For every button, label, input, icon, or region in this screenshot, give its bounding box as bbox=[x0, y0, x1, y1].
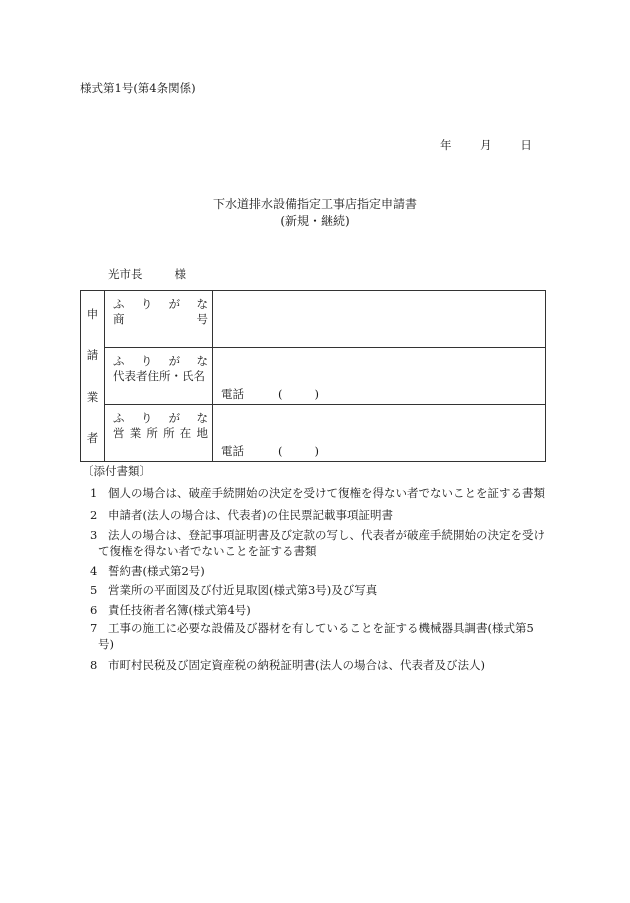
label-char: 所 bbox=[163, 426, 175, 440]
attachment-text: 責任技術者名簿(様式第4号) bbox=[108, 603, 251, 617]
business-name-field[interactable] bbox=[213, 291, 546, 348]
furigana-char: ふ bbox=[113, 354, 125, 368]
attachment-item bbox=[90, 581, 377, 599]
attachment-item bbox=[90, 506, 393, 524]
attachment-number: 4 bbox=[90, 564, 98, 578]
furigana-label bbox=[113, 411, 208, 426]
attachment-text: 申請者(法人の場合は、代表者)の住民票記載事項証明書 bbox=[108, 508, 393, 522]
attachment-continuation: 号) bbox=[98, 637, 114, 651]
attachment-text: 誓約書(様式第2号) bbox=[108, 564, 205, 578]
attachment-number: 1 bbox=[90, 486, 98, 500]
side-char: 者 bbox=[86, 431, 99, 446]
furigana-char: が bbox=[168, 411, 181, 425]
representative-label: 代表者住所・氏名 bbox=[113, 369, 205, 383]
label-char: 営 bbox=[113, 426, 125, 440]
furigana-label bbox=[113, 297, 208, 312]
furigana-char: な bbox=[196, 354, 208, 368]
attachment-number: 3 bbox=[90, 528, 98, 542]
furigana-char: り bbox=[140, 297, 153, 311]
furigana-char: な bbox=[196, 411, 208, 425]
label-char: 号 bbox=[196, 312, 208, 326]
date-year-label: 年 bbox=[440, 138, 452, 152]
furigana-char: ふ bbox=[113, 411, 125, 425]
furigana-char: り bbox=[140, 354, 153, 368]
attachment-text: 営業所の平面図及び付近見取図(様式第3号)及び写真 bbox=[108, 583, 378, 597]
phone-paren-close: ) bbox=[314, 387, 319, 401]
date-line bbox=[440, 137, 532, 153]
attachment-number: 8 bbox=[90, 658, 98, 672]
addressee bbox=[108, 266, 186, 282]
office-address-label-cell bbox=[105, 405, 213, 462]
attachment-number: 2 bbox=[90, 508, 98, 522]
business-name-label-cell bbox=[105, 291, 213, 348]
furigana-char: り bbox=[140, 411, 153, 425]
attachments-heading: 〔添付書類〕 bbox=[82, 464, 151, 478]
office-address-label bbox=[113, 426, 208, 441]
attachment-continuation: て復権を得ない者でないことを証する書類 bbox=[98, 544, 317, 558]
furigana-char: ふ bbox=[113, 297, 125, 311]
side-char: 請 bbox=[86, 348, 99, 363]
attachment-item bbox=[90, 601, 251, 619]
label-char: 地 bbox=[196, 426, 208, 440]
table-row-business-name bbox=[81, 291, 546, 348]
label-char: 商 bbox=[113, 312, 125, 326]
attachment-text: 市町村民税及び固定資産税の納税証明書(法人の場合は、代表者及び法人) bbox=[108, 658, 485, 672]
furigana-label bbox=[113, 354, 208, 369]
phone-paren-open: ( bbox=[278, 444, 283, 458]
phone-paren-open: ( bbox=[278, 387, 283, 401]
addressee-honorific: 様 bbox=[174, 267, 186, 281]
addressee-name: 光市長 bbox=[108, 267, 143, 281]
label-char: 在 bbox=[179, 426, 192, 440]
attachment-item bbox=[90, 526, 545, 544]
attachment-number: 6 bbox=[90, 603, 98, 617]
attachment-item bbox=[90, 619, 534, 637]
attachment-item bbox=[90, 656, 485, 674]
attachment-number: 7 bbox=[90, 621, 98, 635]
representative-label-cell bbox=[105, 348, 213, 405]
phone-label: 電話 bbox=[221, 387, 244, 401]
attachment-text: 工事の施工に必要な設備及び器材を有していることを証する機械器具調書(様式第5 bbox=[108, 621, 534, 635]
attachment-item bbox=[90, 484, 545, 502]
representative-field[interactable] bbox=[213, 348, 546, 405]
applicant-table bbox=[80, 290, 546, 462]
attachment-text: 個人の場合は、破産手続開始の決定を受けて復権を得ない者でないことを証する書類 bbox=[108, 486, 545, 500]
document-title: 下水道排水設備指定工事店指定申請書 bbox=[212, 197, 417, 211]
label-char: 業 bbox=[129, 426, 142, 440]
applicant-side-label bbox=[81, 291, 105, 462]
furigana-char: が bbox=[168, 297, 181, 311]
furigana-char: が bbox=[168, 354, 181, 368]
label-char: 所 bbox=[146, 426, 158, 440]
attachment-text: 法人の場合は、登記事項証明書及び定款の写し、代表者が破産手続開始の決定を受け bbox=[108, 528, 545, 542]
form-number: 様式第1号(第4条関係) bbox=[80, 81, 196, 95]
phone-label: 電話 bbox=[221, 444, 244, 458]
attachment-number: 5 bbox=[90, 583, 98, 597]
business-name-label bbox=[113, 312, 208, 327]
side-char: 業 bbox=[86, 389, 99, 404]
attachment-item bbox=[90, 562, 205, 580]
phone-line bbox=[221, 386, 319, 402]
phone-paren-close: ) bbox=[314, 444, 319, 458]
document-subtitle: (新規・継続) bbox=[280, 214, 350, 228]
date-day-label: 日 bbox=[520, 138, 532, 152]
date-month-label: 月 bbox=[480, 138, 492, 152]
table-row-representative bbox=[81, 348, 546, 405]
office-address-field[interactable] bbox=[213, 405, 546, 462]
table-row-office-address bbox=[81, 405, 546, 462]
furigana-char: な bbox=[196, 297, 208, 311]
side-char: 申 bbox=[86, 306, 99, 321]
phone-line bbox=[221, 443, 319, 459]
